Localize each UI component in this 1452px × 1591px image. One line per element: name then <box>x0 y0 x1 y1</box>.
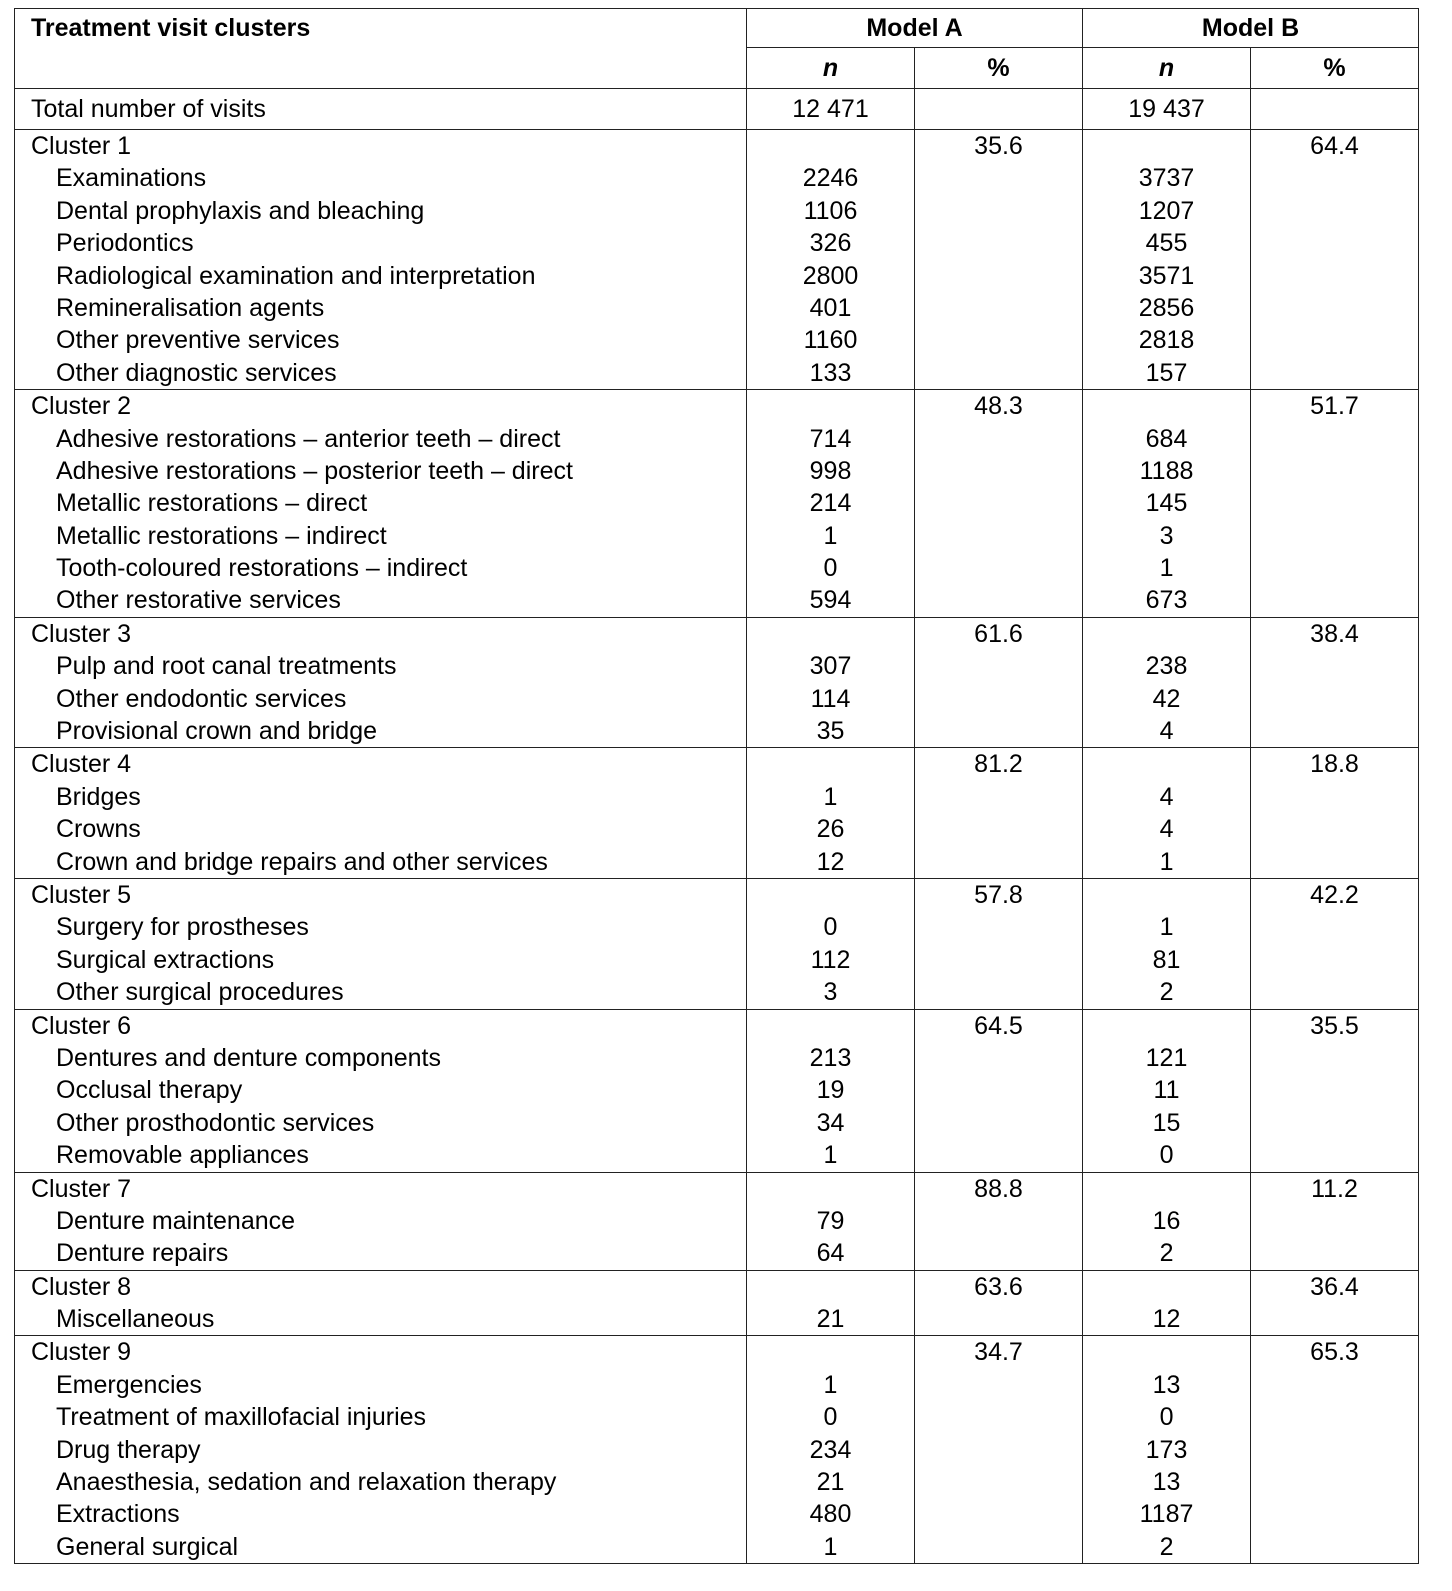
total-model-b-pct <box>1251 89 1419 130</box>
treatment-item-model-b-pct-blank <box>1251 1466 1418 1498</box>
treatment-item-model-b-n: 684 <box>1145 424 1188 453</box>
cluster-model-b-pct: 35.5 <box>1310 1011 1359 1040</box>
treatment-item-model-b-n: 1187 <box>1139 1500 1194 1529</box>
cluster-model-b-pct-cell <box>1251 1270 1419 1336</box>
treatment-item-model-b-n: 3 <box>1159 521 1174 550</box>
treatment-item-model-b-pct-blank <box>1251 292 1418 324</box>
treatment-item-model-b-pct-blank <box>1251 162 1418 194</box>
cluster-model-b-n-blank <box>1083 130 1250 162</box>
treatment-item-model-b-n: 4 <box>1159 717 1174 746</box>
treatment-item-label: Provisional crown and bridge <box>56 717 378 746</box>
cluster-model-b-pct: 36.4 <box>1310 1272 1359 1301</box>
treatment-item-model-a-pct-blank <box>915 1074 1082 1106</box>
cluster-model-b-n-blank <box>1083 748 1250 780</box>
treatment-item-model-a-n: 214 <box>809 489 852 518</box>
cluster-model-a-pct-cell <box>915 1172 1083 1270</box>
cluster-label: Cluster 5 <box>31 880 132 909</box>
treatment-item-model-a-n: 480 <box>809 1500 852 1529</box>
treatment-item-model-b-pct-blank <box>1251 1434 1418 1466</box>
treatment-item-model-a-pct-blank <box>915 487 1082 519</box>
treatment-item-model-b-n: 15 <box>1152 1108 1181 1137</box>
treatment-item-model-b-pct-blank <box>1251 1205 1418 1237</box>
cluster-model-b-n-cell <box>1083 748 1251 879</box>
treatment-item-model-a-pct-blank <box>915 813 1082 845</box>
treatment-item-model-b-pct-blank <box>1251 1369 1418 1401</box>
cluster-model-a-pct: 61.6 <box>974 619 1023 648</box>
treatment-item-model-b-n: 157 <box>1145 358 1188 387</box>
treatment-item-model-b-pct-blank <box>1251 1237 1418 1269</box>
treatment-item-model-a-pct-blank <box>915 1107 1082 1139</box>
treatment-item-model-b-n: 16 <box>1152 1206 1181 1235</box>
total-model-a-n: 12 471 <box>747 89 915 130</box>
treatment-item-model-b-n: 0 <box>1159 1141 1174 1170</box>
cluster-model-b-n-blank <box>1083 879 1250 911</box>
cluster-label: Cluster 9 <box>31 1338 132 1367</box>
cluster-model-b-n-blank <box>1083 390 1250 422</box>
treatment-item-model-b-n: 4 <box>1159 782 1174 811</box>
treatment-item-model-b-pct-blank <box>1251 260 1418 292</box>
cluster-model-a-pct-cell <box>915 617 1083 748</box>
treatment-item-model-a-pct-blank <box>915 715 1082 747</box>
treatment-item-model-b-n: 238 <box>1145 652 1188 681</box>
subheader-model-b-pct: % <box>1251 48 1419 89</box>
treatment-item-model-b-pct-blank <box>1251 1074 1418 1106</box>
treatment-item-model-a-pct-blank <box>915 1205 1082 1237</box>
cluster-model-b-pct-cell <box>1251 1336 1419 1564</box>
treatment-item-label: Metallic restorations – direct <box>56 489 368 518</box>
cluster-model-a-n-blank <box>747 1336 914 1368</box>
treatment-item-model-a-n: 1 <box>823 782 838 811</box>
cluster-model-a-n-cell <box>747 1009 915 1172</box>
cluster-model-b-pct-cell <box>1251 130 1419 390</box>
treatment-item-model-a-n: 35 <box>816 717 845 746</box>
treatment-item-model-a-pct-blank <box>915 1139 1082 1171</box>
treatment-item-model-b-pct-blank <box>1251 324 1418 356</box>
treatment-item-model-b-n: 2 <box>1159 978 1174 1007</box>
cluster-model-b-pct: 64.4 <box>1310 132 1359 160</box>
treatment-item-model-a-n: 1 <box>823 1532 838 1561</box>
cluster-model-b-n-cell <box>1083 1270 1251 1336</box>
treatment-item-model-a-n: 21 <box>816 1305 845 1334</box>
cluster-model-a-pct: 63.6 <box>974 1272 1023 1301</box>
treatment-item-model-b-pct-blank <box>1251 552 1418 584</box>
treatment-item-model-b-n: 1 <box>1159 913 1174 942</box>
treatment-item-model-b-pct-blank <box>1251 650 1418 682</box>
treatment-item-model-b-n: 81 <box>1152 945 1181 974</box>
cluster-model-a-n-cell <box>747 1336 915 1564</box>
cluster-model-a-pct-cell <box>915 390 1083 618</box>
treatment-item-model-b-pct-blank <box>1251 683 1418 715</box>
cluster-group-row <box>15 878 1419 1009</box>
treatment-item-model-b-n: 1 <box>1159 554 1174 583</box>
treatment-item-model-a-pct-blank <box>915 1466 1082 1498</box>
treatment-item-model-b-n: 173 <box>1145 1435 1188 1464</box>
treatment-item-label: Anaesthesia, sedation and relaxation therapy <box>56 1468 557 1497</box>
cluster-model-a-n-blank <box>747 748 914 780</box>
treatment-item-label: General surgical <box>56 1532 239 1561</box>
treatment-item-model-b-n: 3737 <box>1138 164 1195 193</box>
treatment-item-model-b-pct-blank <box>1251 976 1418 1008</box>
cluster-label: Cluster 8 <box>31 1272 132 1301</box>
cluster-labels-cell <box>15 1172 747 1270</box>
cluster-labels-cell <box>15 1336 747 1564</box>
treatment-item-model-b-n: 13 <box>1152 1468 1181 1497</box>
treatment-item-model-a-n: 1160 <box>803 326 858 355</box>
treatment-item-model-b-pct-blank <box>1251 781 1418 813</box>
treatment-item-label: Surgical extractions <box>56 945 275 974</box>
cluster-group-row <box>15 617 1419 748</box>
treatment-item-model-a-n: 2246 <box>802 164 859 193</box>
treatment-item-label: Emergencies <box>56 1370 202 1399</box>
cluster-model-b-pct-cell <box>1251 390 1419 618</box>
cluster-label: Cluster 7 <box>31 1174 132 1203</box>
treatment-item-model-b-pct-blank <box>1251 584 1418 616</box>
treatment-item-model-b-pct-blank <box>1251 944 1418 976</box>
cluster-label: Cluster 6 <box>31 1011 132 1040</box>
cluster-model-a-pct: 35.6 <box>974 132 1023 160</box>
cluster-model-a-pct-cell <box>915 748 1083 879</box>
cluster-model-a-n-blank <box>747 1010 914 1042</box>
treatment-item-model-b-pct-blank <box>1251 1042 1418 1074</box>
cluster-model-a-n-cell <box>747 130 915 390</box>
treatment-item-model-a-pct-blank <box>915 944 1082 976</box>
cluster-model-b-pct: 51.7 <box>1310 392 1359 421</box>
treatment-item-label: Other endodontic services <box>56 684 347 713</box>
treatment-item-model-a-pct-blank <box>915 260 1082 292</box>
treatment-item-model-a-pct-blank <box>915 162 1082 194</box>
treatment-item-model-a-n: 34 <box>816 1108 845 1137</box>
treatment-item-label: Metallic restorations – indirect <box>56 521 387 550</box>
treatment-item-model-a-pct-blank <box>915 227 1082 259</box>
treatment-item-model-b-pct-blank <box>1251 1139 1418 1171</box>
cluster-model-b-pct-cell <box>1251 878 1419 1009</box>
treatment-item-model-a-n: 998 <box>809 456 852 485</box>
treatment-item-label: Examinations <box>56 164 207 193</box>
cluster-model-a-pct: 64.5 <box>974 1011 1023 1040</box>
treatment-item-model-a-pct-blank <box>915 846 1082 878</box>
treatment-item-label: Dentures and denture components <box>56 1043 441 1072</box>
treatment-item-model-a-pct-blank <box>915 650 1082 682</box>
column-header-model-b: Model B <box>1083 9 1419 48</box>
treatment-item-label: Bridges <box>56 782 141 811</box>
cluster-model-a-pct: 57.8 <box>974 880 1023 909</box>
treatment-item-model-a-n: 64 <box>816 1239 845 1268</box>
cluster-model-b-pct-cell <box>1251 1009 1419 1172</box>
cluster-group-row <box>15 748 1419 879</box>
treatment-item-model-a-n: 401 <box>809 293 852 322</box>
treatment-item-model-a-pct-blank <box>915 357 1082 389</box>
treatment-item-model-a-pct-blank <box>915 552 1082 584</box>
treatment-item-model-b-n: 11 <box>1153 1076 1180 1105</box>
treatment-item-model-b-n: 1207 <box>1138 196 1195 225</box>
cluster-labels-cell <box>15 1270 747 1336</box>
treatment-item-model-a-pct-blank <box>915 1401 1082 1433</box>
treatment-item-model-b-n: 3571 <box>1138 261 1195 290</box>
treatment-item-model-a-pct-blank <box>915 1303 1082 1335</box>
treatment-item-model-a-n: 19 <box>816 1076 845 1105</box>
cluster-group-row <box>15 1336 1419 1564</box>
cluster-group-row <box>15 390 1419 618</box>
treatment-item-model-a-pct-blank <box>915 1531 1082 1563</box>
cluster-labels-cell <box>15 1009 747 1172</box>
treatment-item-model-a-pct-blank <box>915 1042 1082 1074</box>
cluster-model-a-n-blank <box>747 879 914 911</box>
treatment-item-model-b-n: 42 <box>1152 684 1181 713</box>
cluster-label: Cluster 4 <box>31 750 132 779</box>
treatment-item-model-b-n: 121 <box>1145 1043 1188 1072</box>
cluster-model-b-pct-cell <box>1251 748 1419 879</box>
treatment-item-model-a-n: 307 <box>809 652 852 681</box>
cluster-model-b-n-blank <box>1083 1010 1250 1042</box>
cluster-labels-cell <box>15 617 747 748</box>
treatment-item-model-a-pct-blank <box>915 584 1082 616</box>
treatment-item-model-b-n: 2 <box>1159 1532 1174 1561</box>
treatment-item-model-b-pct-blank <box>1251 357 1418 389</box>
treatment-item-label: Other diagnostic services <box>56 358 337 387</box>
cluster-model-a-pct-cell <box>915 130 1083 390</box>
cluster-model-a-pct: 81.2 <box>974 750 1023 779</box>
treatment-item-model-b-pct-blank <box>1251 195 1418 227</box>
treatment-item-model-b-n: 1188 <box>1139 456 1194 485</box>
treatment-item-model-b-n: 455 <box>1145 229 1188 258</box>
cluster-model-b-n-cell <box>1083 390 1251 618</box>
treatment-item-model-a-n: 26 <box>816 815 845 844</box>
treatment-item-label: Remineralisation agents <box>56 293 325 322</box>
treatment-item-model-b-n: 145 <box>1145 489 1188 518</box>
treatment-item-label: Treatment of maxillofacial injuries <box>56 1403 427 1432</box>
treatment-item-model-a-pct-blank <box>915 455 1082 487</box>
cluster-model-a-pct-cell <box>915 1336 1083 1564</box>
treatment-item-model-b-pct-blank <box>1251 487 1418 519</box>
treatment-item-model-b-n: 1 <box>1159 847 1174 876</box>
treatment-item-model-a-n: 0 <box>823 913 838 942</box>
treatment-item-model-a-pct-blank <box>915 781 1082 813</box>
treatment-item-model-b-pct-blank <box>1251 1401 1418 1433</box>
treatment-item-model-b-pct-blank <box>1251 520 1418 552</box>
treatment-item-model-b-n: 2818 <box>1138 326 1195 355</box>
cluster-label: Cluster 1 <box>31 132 132 160</box>
treatment-item-label: Other prosthodontic services <box>56 1108 375 1137</box>
cluster-label: Cluster 3 <box>31 619 132 648</box>
treatment-item-model-b-n: 13 <box>1152 1370 1181 1399</box>
cluster-model-b-pct-cell <box>1251 617 1419 748</box>
treatment-item-model-b-n: 0 <box>1159 1403 1174 1432</box>
treatment-item-label: Other surgical procedures <box>56 978 344 1007</box>
cluster-model-a-pct: 88.8 <box>974 1174 1023 1203</box>
treatment-item-model-a-pct-blank <box>915 1434 1082 1466</box>
cluster-model-b-pct: 18.8 <box>1310 750 1359 779</box>
cluster-model-b-n-cell <box>1083 1172 1251 1270</box>
treatment-item-model-a-n: 0 <box>823 554 838 583</box>
treatment-item-model-a-pct-blank <box>915 423 1082 455</box>
treatment-item-label: Tooth-coloured restorations – indirect <box>56 554 468 583</box>
treatment-item-label: Miscellaneous <box>56 1305 215 1334</box>
cluster-model-a-n-blank <box>747 130 914 162</box>
treatment-item-model-b-n: 12 <box>1152 1305 1181 1334</box>
column-header-clusters: Treatment visit clusters <box>15 9 747 89</box>
treatment-item-model-a-n: 234 <box>809 1435 852 1464</box>
treatment-item-model-a-n: 1 <box>823 1370 838 1399</box>
cluster-model-b-n-blank <box>1083 1173 1250 1205</box>
cluster-group-row <box>15 130 1419 390</box>
treatment-item-label: Adhesive restorations – posterior teeth – direct <box>56 456 573 485</box>
treatment-item-model-b-pct-blank <box>1251 715 1418 747</box>
cluster-group-row <box>15 1270 1419 1336</box>
cluster-model-a-n-cell <box>747 878 915 1009</box>
cluster-model-a-pct: 34.7 <box>974 1338 1023 1367</box>
cluster-model-a-n-blank <box>747 618 914 650</box>
treatment-item-label: Crowns <box>56 815 141 844</box>
treatment-item-model-b-pct-blank <box>1251 846 1418 878</box>
treatment-visit-clusters-table <box>14 8 1419 1564</box>
treatment-item-model-b-pct-blank <box>1251 1498 1418 1530</box>
treatment-item-model-a-n: 1106 <box>803 196 858 225</box>
treatment-item-model-a-n: 0 <box>823 1403 838 1432</box>
cluster-model-a-pct-cell <box>915 1009 1083 1172</box>
cluster-model-a-pct-cell <box>915 878 1083 1009</box>
treatment-item-model-a-pct-blank <box>915 324 1082 356</box>
treatment-item-label: Dental prophylaxis and bleaching <box>56 196 425 225</box>
treatment-item-model-b-pct-blank <box>1251 227 1418 259</box>
cluster-labels-cell <box>15 130 747 390</box>
treatment-item-model-a-pct-blank <box>915 520 1082 552</box>
cluster-model-b-pct-cell <box>1251 1172 1419 1270</box>
subheader-model-b-n: n <box>1083 48 1251 89</box>
treatment-item-label: Denture repairs <box>56 1239 229 1268</box>
cluster-model-a-pct: 48.3 <box>974 392 1023 421</box>
cluster-model-a-n-blank <box>747 1173 914 1205</box>
treatment-item-model-a-pct-blank <box>915 1369 1082 1401</box>
treatment-item-label: Drug therapy <box>56 1435 201 1464</box>
cluster-model-b-n-cell <box>1083 878 1251 1009</box>
treatment-item-model-a-pct-blank <box>915 976 1082 1008</box>
treatment-item-label: Adhesive restorations – anterior teeth – direct <box>56 424 561 453</box>
treatment-item-model-b-pct-blank <box>1251 1303 1418 1335</box>
treatment-item-model-a-n: 213 <box>809 1043 852 1072</box>
total-visits-label: Total number of visits <box>15 89 747 130</box>
cluster-model-a-n-cell <box>747 617 915 748</box>
treatment-item-label: Other restorative services <box>56 586 341 615</box>
treatment-item-model-a-pct-blank <box>915 1237 1082 1269</box>
cluster-model-b-n-blank <box>1083 1271 1250 1303</box>
subheader-model-a-n: n <box>747 48 915 89</box>
cluster-model-a-pct-cell <box>915 1270 1083 1336</box>
cluster-labels-cell <box>15 748 747 879</box>
cluster-group-row <box>15 1172 1419 1270</box>
cluster-model-b-n-cell <box>1083 1336 1251 1564</box>
treatment-item-model-a-n: 1 <box>823 1141 838 1170</box>
treatment-item-model-a-n: 3 <box>823 978 838 1007</box>
cluster-labels-cell <box>15 390 747 618</box>
treatment-item-model-b-pct-blank <box>1251 1531 1418 1563</box>
treatment-item-label: Extractions <box>56 1500 180 1529</box>
treatment-item-model-a-n: 594 <box>809 586 852 615</box>
treatment-item-model-b-n: 673 <box>1145 586 1188 615</box>
treatment-item-model-a-pct-blank <box>915 292 1082 324</box>
treatment-item-model-b-n: 4 <box>1159 815 1174 844</box>
cluster-model-a-n-blank <box>747 390 914 422</box>
treatment-item-model-a-n: 79 <box>816 1206 845 1235</box>
subheader-model-a-pct: % <box>915 48 1083 89</box>
treatment-item-model-a-n: 2800 <box>802 261 859 290</box>
treatment-item-label: Surgery for prostheses <box>56 913 309 942</box>
treatment-item-model-b-pct-blank <box>1251 911 1418 943</box>
cluster-model-b-n-blank <box>1083 1336 1250 1368</box>
treatment-item-model-a-n: 1 <box>823 521 838 550</box>
cluster-model-a-n-blank <box>747 1271 914 1303</box>
treatment-item-model-b-pct-blank <box>1251 423 1418 455</box>
treatment-item-model-a-n: 12 <box>816 847 845 876</box>
cluster-model-a-n-cell <box>747 748 915 879</box>
total-model-a-pct <box>915 89 1083 130</box>
column-header-model-a: Model A <box>747 9 1083 48</box>
treatment-item-model-b-pct-blank <box>1251 813 1418 845</box>
treatment-item-model-a-pct-blank <box>915 195 1082 227</box>
cluster-model-b-n-blank <box>1083 618 1250 650</box>
treatment-item-model-a-pct-blank <box>915 911 1082 943</box>
cluster-model-b-pct: 42.2 <box>1310 880 1359 909</box>
cluster-group-row <box>15 1009 1419 1172</box>
cluster-model-a-n-cell <box>747 1172 915 1270</box>
treatment-item-model-b-n: 2856 <box>1138 293 1195 322</box>
treatment-item-label: Occlusal therapy <box>56 1076 243 1105</box>
treatment-item-model-a-pct-blank <box>915 1498 1082 1530</box>
treatment-item-model-a-n: 326 <box>809 229 852 258</box>
cluster-labels-cell <box>15 878 747 1009</box>
treatment-item-model-b-pct-blank <box>1251 455 1418 487</box>
treatment-item-label: Crown and bridge repairs and other services <box>56 847 548 876</box>
cluster-model-b-pct: 11.2 <box>1311 1174 1358 1203</box>
total-model-b-n: 19 437 <box>1083 89 1251 130</box>
total-visits-row <box>15 89 1419 130</box>
cluster-model-b-n-cell <box>1083 617 1251 748</box>
treatment-item-model-a-n: 133 <box>809 358 852 387</box>
cluster-model-b-pct: 38.4 <box>1310 619 1359 648</box>
cluster-model-b-n-cell <box>1083 130 1251 390</box>
cluster-label: Cluster 2 <box>31 392 132 421</box>
treatment-item-model-b-n: 2 <box>1159 1239 1174 1268</box>
cluster-model-b-n-cell <box>1083 1009 1251 1172</box>
treatment-item-model-a-n: 714 <box>809 424 852 453</box>
treatment-item-label: Periodontics <box>56 229 194 258</box>
cluster-model-a-n-cell <box>747 390 915 618</box>
treatment-item-model-a-n: 21 <box>816 1468 845 1497</box>
treatment-item-label: Other preventive services <box>56 326 340 355</box>
cluster-model-b-pct: 65.3 <box>1310 1338 1359 1367</box>
treatment-item-model-a-pct-blank <box>915 683 1082 715</box>
treatment-item-label: Denture maintenance <box>56 1206 296 1235</box>
treatment-item-label: Removable appliances <box>56 1141 309 1170</box>
treatment-item-model-a-n: 112 <box>810 945 851 974</box>
treatment-item-label: Radiological examination and interpretation <box>56 261 536 290</box>
treatment-item-model-b-pct-blank <box>1251 1107 1418 1139</box>
treatment-item-label: Pulp and root canal treatments <box>56 652 397 681</box>
cluster-model-a-n-cell <box>747 1270 915 1336</box>
treatment-item-model-a-n: 114 <box>810 684 851 713</box>
